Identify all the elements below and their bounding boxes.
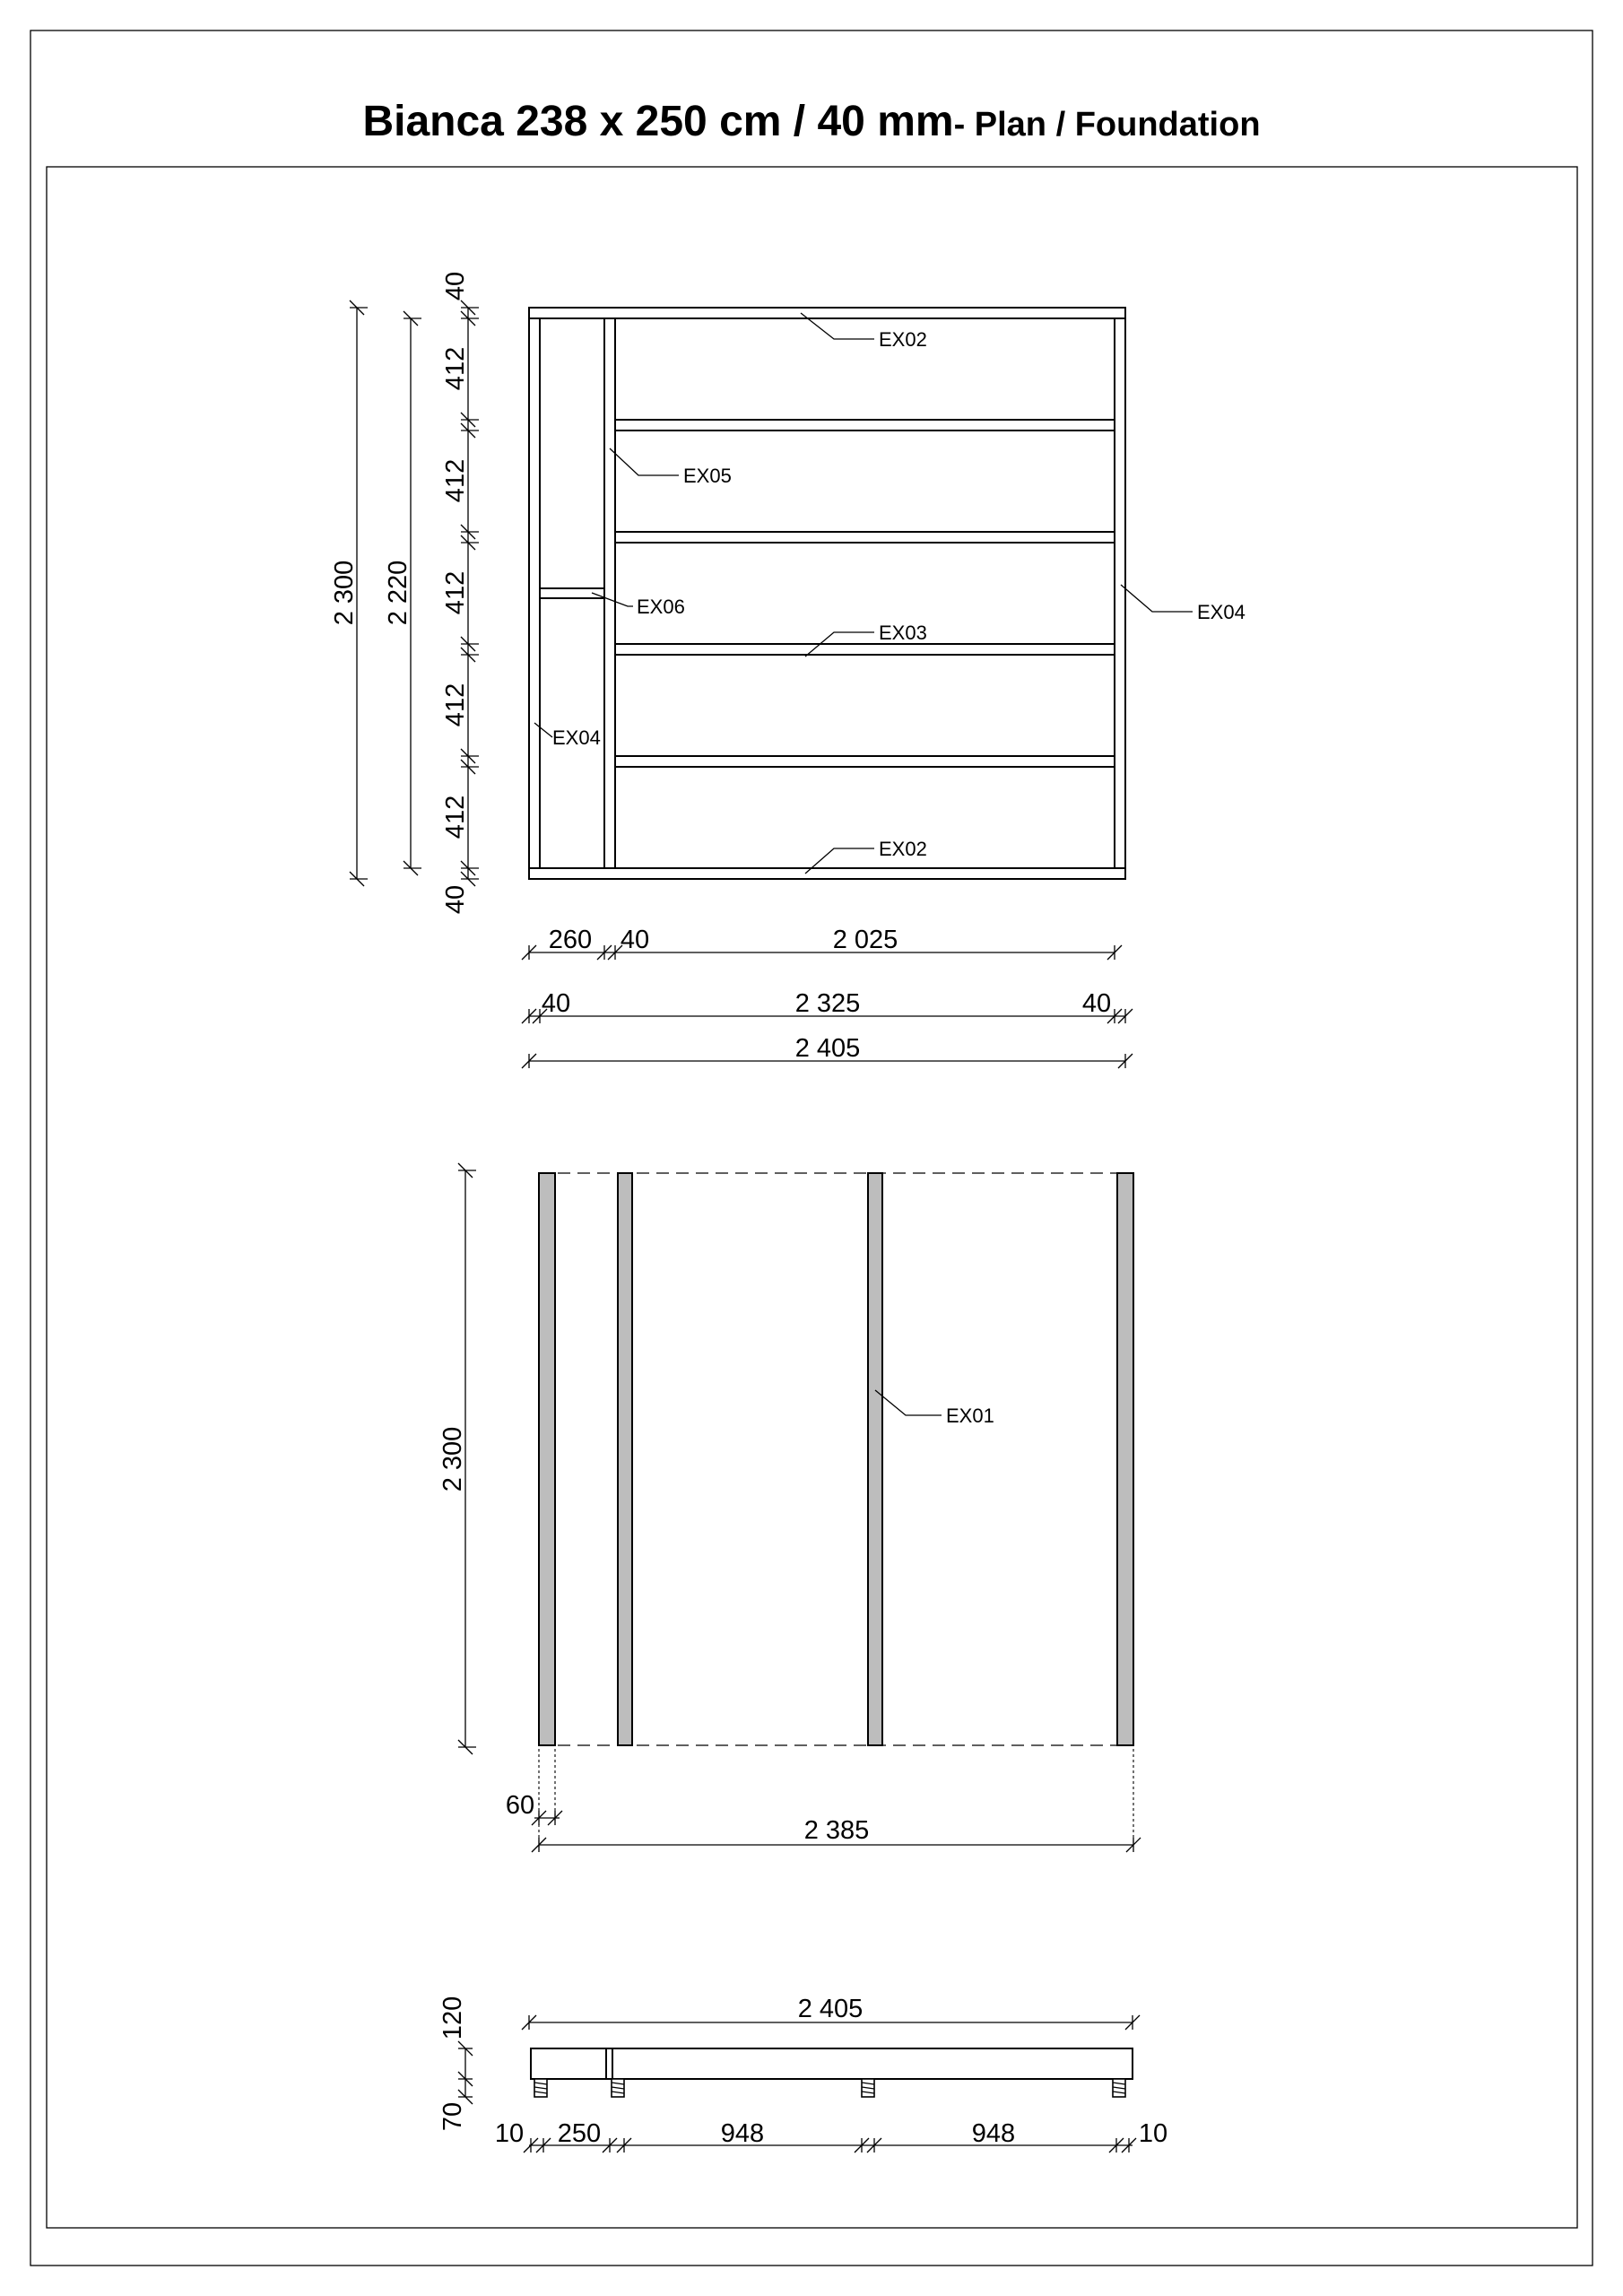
dim-text-foundation-2300: 2 300 [438, 1426, 467, 1492]
beam-2 [618, 1173, 632, 1745]
leader-ex01 [875, 1390, 942, 1415]
dim-text-elev-2405: 2 405 [797, 1995, 864, 2023]
dim-text-2405: 2 405 [794, 1034, 861, 1063]
foot-3 [862, 2079, 874, 2097]
dim-text-2300: 2 300 [330, 560, 359, 626]
beam-4 [1117, 1173, 1133, 1745]
dim-text-60: 60 [505, 1791, 535, 1820]
label-ex02-top: EX02 [879, 328, 927, 351]
label-ex04-right: EX04 [1197, 601, 1245, 623]
dim-text-40-top: 40 [441, 271, 470, 301]
dim-text-40-r2-left: 40 [541, 989, 571, 1018]
dim-text-40-r1: 40 [620, 926, 650, 954]
side-elevation [438, 1995, 1167, 2152]
dim-text-2220: 2 220 [384, 560, 412, 626]
leader-ex05 [610, 448, 679, 475]
dim-text-40-r2-right: 40 [1081, 989, 1112, 1018]
label-ex03: EX03 [879, 622, 927, 644]
outer-frame [30, 30, 1593, 2266]
plan-outline [529, 308, 1125, 879]
foundation-plan [438, 1163, 1141, 1852]
beam-3 [868, 1173, 882, 1745]
dim-text-70: 70 [438, 2101, 467, 2132]
plan-vertical-dimensions [330, 272, 479, 914]
inner-frame [47, 167, 1577, 2228]
title-main: Bianca 238 x 250 cm / 40 mm [362, 98, 954, 145]
dim-text-260: 260 [548, 926, 593, 954]
label-ex06: EX06 [637, 596, 685, 618]
floor-plan [529, 308, 1245, 879]
dim-text-412-2: 412 [441, 458, 470, 503]
foot-4 [1113, 2079, 1125, 2097]
dim-text-120: 120 [438, 1996, 467, 2040]
dim-text-10-left: 10 [494, 2119, 525, 2148]
dim-text-2325: 2 325 [794, 989, 861, 1018]
dim-text-948-right: 948 [971, 2119, 1016, 2148]
label-ex02-bottom: EX02 [879, 838, 927, 860]
dim-text-412-3: 412 [441, 570, 470, 615]
foot-2 [612, 2079, 624, 2097]
label-ex05: EX05 [683, 465, 732, 487]
dim-text-412-4: 412 [441, 683, 470, 727]
foot-1 [534, 2079, 547, 2097]
dim-text-412-5: 412 [441, 795, 470, 839]
beam-1 [539, 1173, 555, 1745]
label-ex01: EX01 [946, 1405, 994, 1427]
dim-text-2025: 2 025 [832, 926, 898, 954]
dim-text-948-left: 948 [720, 2119, 765, 2148]
leader-ex06 [592, 593, 633, 606]
dim-text-2385: 2 385 [803, 1816, 870, 1845]
leader-ex02-top [801, 313, 874, 339]
leader-ex02-bottom [805, 848, 874, 874]
dim-text-250: 250 [557, 2119, 602, 2148]
dim-text-412-1: 412 [441, 346, 470, 391]
leader-ex04-left [534, 723, 552, 737]
plan-horizontal-dimensions [522, 926, 1133, 1068]
dim-text-10-right: 10 [1138, 2119, 1168, 2148]
label-ex04-left: EX04 [552, 726, 601, 749]
floor-section [531, 2048, 1133, 2079]
leader-ex04-right [1121, 585, 1193, 612]
title-sub: - Plan / Foundation [953, 106, 1261, 144]
dim-text-40-bottom: 40 [441, 884, 470, 915]
